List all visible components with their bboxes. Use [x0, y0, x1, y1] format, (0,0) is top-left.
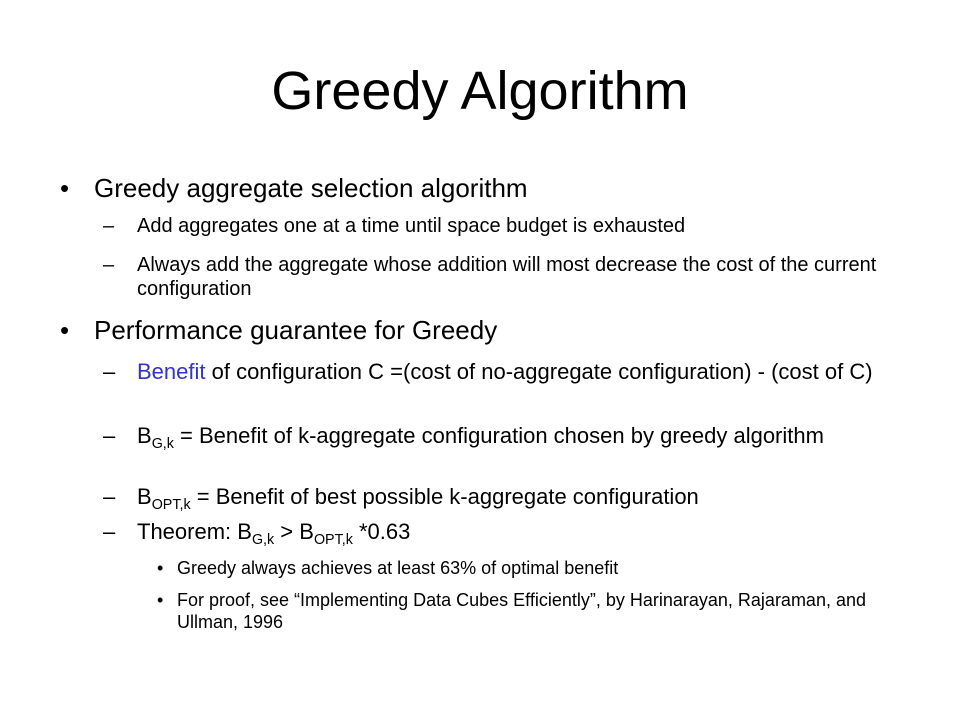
- subsub-item-63-percent: [157, 557, 877, 579]
- sub-item-text: Add aggregates one at a time until space budget is exhausted: [137, 215, 686, 237]
- theorem-prefix: Theorem: B: [137, 519, 252, 544]
- bullet-text: Performance guarantee for Greedy: [94, 315, 498, 345]
- bgk-symbol: B: [137, 423, 152, 448]
- bopt-definition-text: = Benefit of best possible k-aggregate configuration: [190, 484, 699, 509]
- benefit-definition-text: of configuration C =(cost of no-aggregate configuration) - (cost of C): [205, 359, 873, 384]
- sub-item-always-add: [103, 253, 877, 301]
- dash-icon: –: [103, 215, 115, 237]
- theorem-middle: > B: [274, 519, 314, 544]
- dash-icon: –: [103, 484, 116, 509]
- dash-icon: –: [103, 519, 116, 544]
- dash-icon: –: [103, 423, 116, 448]
- benefit-term: Benefit: [137, 359, 206, 384]
- slide-title: Greedy Algorithm: [271, 61, 689, 121]
- bullet-icon: •: [60, 173, 70, 203]
- sub-item-theorem: [103, 519, 877, 548]
- sub-item-add-aggregates: [103, 214, 877, 238]
- bullet-greedy-selection: [60, 172, 874, 204]
- subsub-item-proof-reference: [157, 589, 877, 633]
- bullet-icon: •: [157, 558, 164, 578]
- sub-item-text: Always add the aggregate whose addition will most decrease the cost of the current configuration: [137, 254, 877, 300]
- dash-icon: –: [103, 359, 116, 384]
- bopt-symbol: B: [137, 484, 152, 509]
- bullet-icon: •: [157, 590, 164, 610]
- bullet-icon: •: [60, 315, 70, 345]
- theorem-subscript-greedy: G,k: [251, 532, 275, 548]
- bgk-definition-text: = Benefit of k-aggregate configuration chosen by greedy algorithm: [173, 423, 824, 448]
- bopt-subscript: OPT,k: [151, 497, 191, 513]
- sub-item-bgk-definition: [103, 423, 877, 452]
- subsub-item-text: For proof, see “Implementing Data Cubes Efficiently”, by Harinarayan, Rajaraman, and Ullman, 1996: [177, 590, 866, 632]
- theorem-suffix: *0.63: [352, 519, 411, 544]
- sub-item-bopt-definition: [103, 484, 877, 513]
- dash-icon: –: [103, 254, 115, 276]
- subsub-item-text: Greedy always achieves at least 63% of optimal benefit: [177, 558, 619, 578]
- bullet-text: Greedy aggregate selection algorithm: [94, 173, 528, 203]
- bullet-performance-guarantee: [60, 314, 874, 346]
- bgk-subscript: G,k: [151, 436, 174, 452]
- sub-item-benefit-definition: [103, 359, 877, 384]
- theorem-subscript-opt: OPT,k: [313, 532, 353, 548]
